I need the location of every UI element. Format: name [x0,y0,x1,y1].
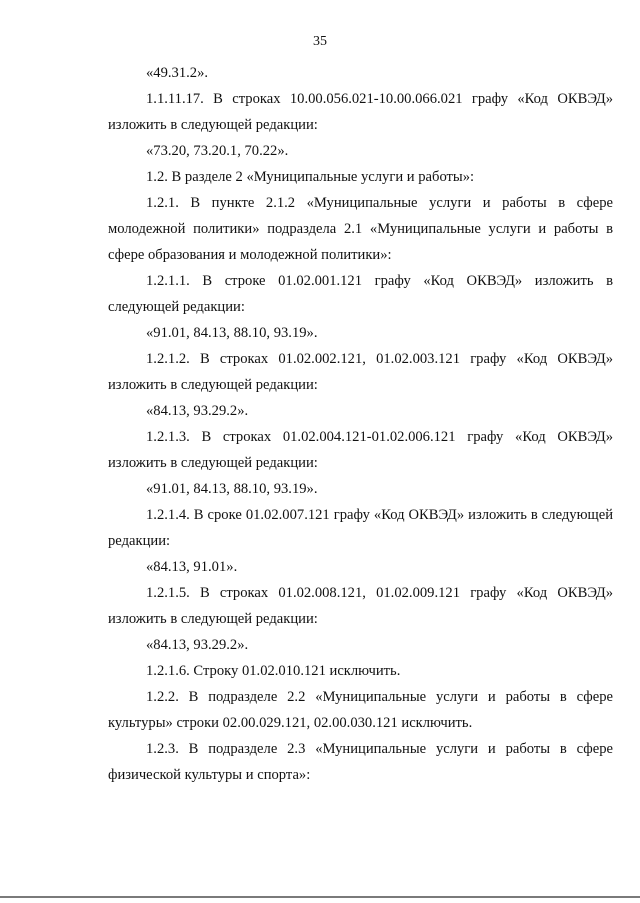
document-body [108,60,613,788]
paragraph: «91.01, 84.13, 88.10, 93.19». [146,325,318,341]
paragraph: «84.13, 93.29.2». [146,637,249,653]
paragraph: 1.2.1.6. Строку 01.02.010.121 исключить. [146,663,401,679]
paragraph: «49.31.2». [146,65,209,81]
paragraph: «84.13, 93.29.2». [146,403,249,419]
paragraph: 1.2.1. В пункте 2.1.2 «Муниципальные услуги и работы в сфере молодежной политики» подраздела 2.1 «Муниципальные услуги и работы в сфере образования и молодежной политики»: [108,195,613,263]
paragraph: «73.20, 73.20.1, 70.22». [146,143,289,159]
paragraph: 1.2.1.2. В строках 01.02.002.121, 01.02.003.121 графу «Код ОКВЭД» изложить в следующей редакции: [108,351,613,393]
bottom-scan-edge [0,896,640,898]
page-number: 35 [313,34,327,49]
paragraph: 1.2.2. В подразделе 2.2 «Муниципальные услуги и работы в сфере культуры» строки 02.00.029.121, 02.00.030.121 исключить. [108,689,613,731]
paragraph: 1.2. В разделе 2 «Муниципальные услуги и работы»: [146,169,475,185]
paragraph: 1.2.1.1. В строке 01.02.001.121 графу «Код ОКВЭД» изложить в следующей редакции: [108,273,613,315]
paragraph: 1.2.1.3. В строках 01.02.004.121-01.02.006.121 графу «Код ОКВЭД» изложить в следующей редакции: [108,429,613,471]
paragraph: «91.01, 84.13, 88.10, 93.19». [146,481,318,497]
paragraph: «84.13, 91.01». [146,559,238,575]
paragraph: 1.2.3. В подразделе 2.3 «Муниципальные услуги и работы в сфере физической культуры и спорта»: [108,741,613,783]
paragraph: 1.2.1.4. В сроке 01.02.007.121 графу «Код ОКВЭД» изложить в следующей редакции: [108,507,613,549]
paragraph: 1.2.1.5. В строках 01.02.008.121, 01.02.009.121 графу «Код ОКВЭД» изложить в следующей редакции: [108,585,613,627]
paragraph: 1.1.11.17. В строках 10.00.056.021-10.00.066.021 графу «Код ОКВЭД» изложить в следующей редакции: [108,91,613,133]
